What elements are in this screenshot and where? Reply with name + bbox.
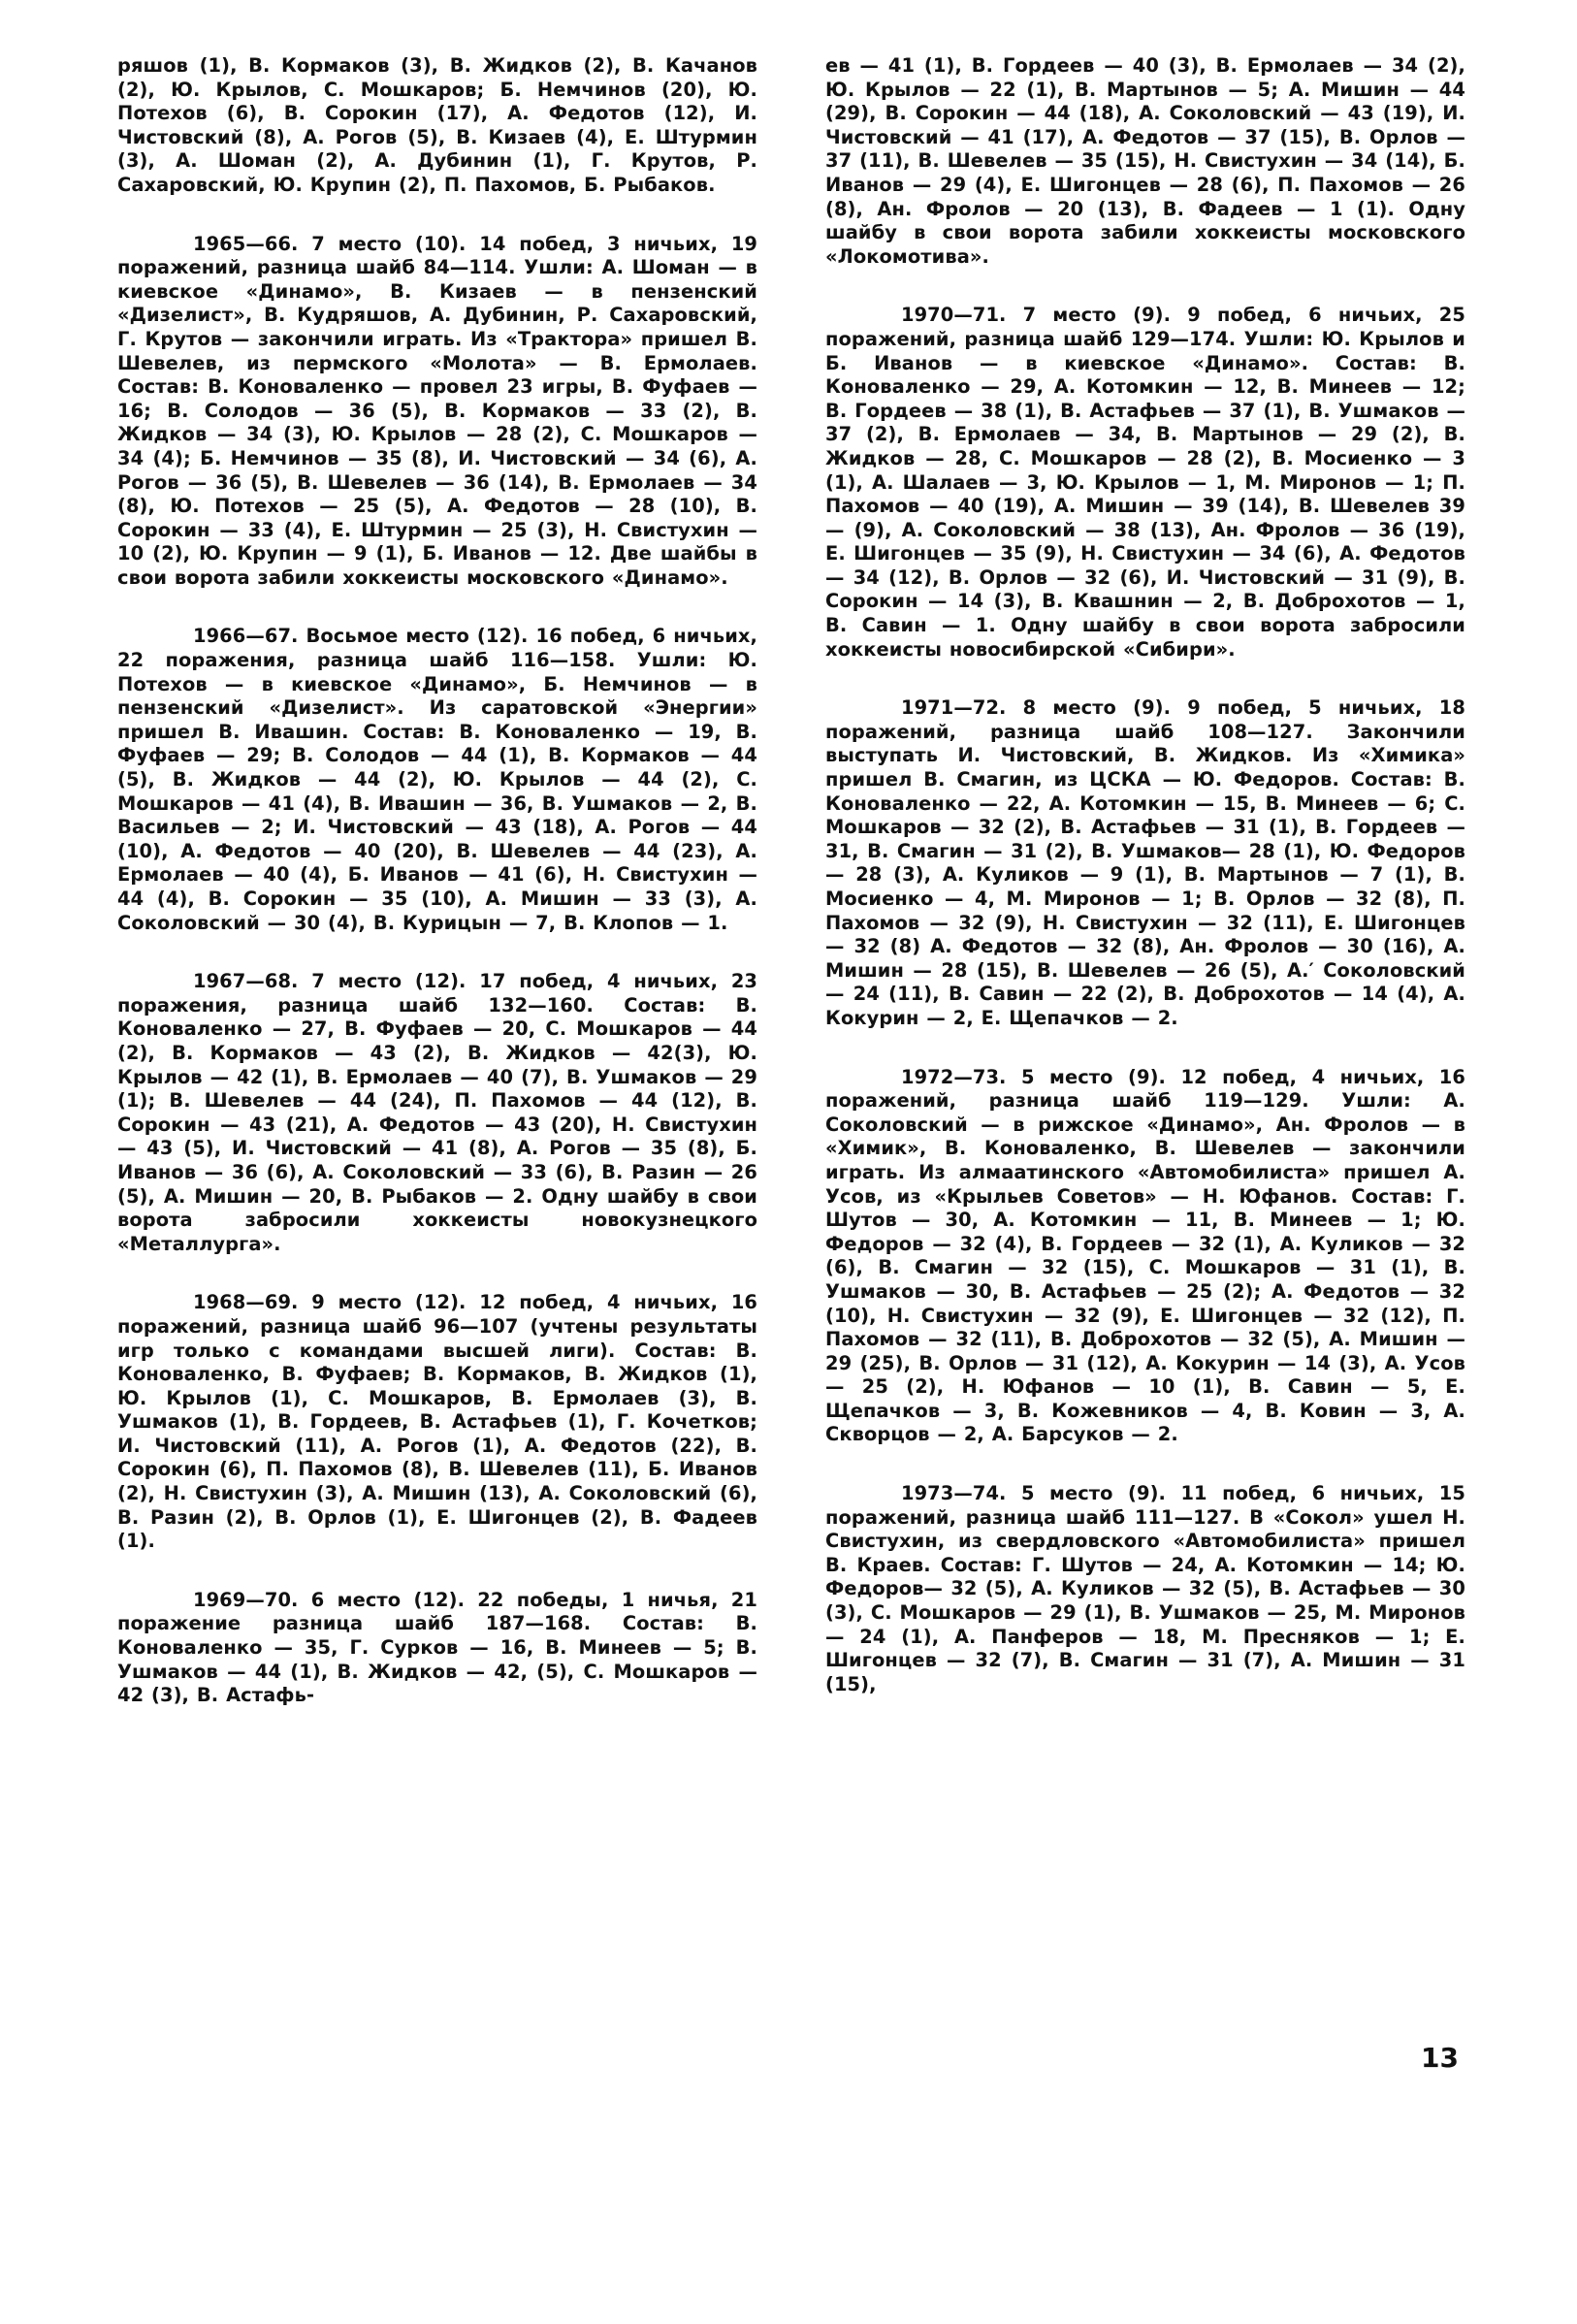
page-number: 13 xyxy=(1421,2042,1459,2074)
paragraph-season-1965-66: 1965—66. 7 место (10). 14 побед, 3 ничьих, 19 поражений, разница шайб 84—114. Ушли: А. Шоман — в киевское «Динамо», В. Кизаев — в пензенский «Дизелист», В. Кудряшов, А. Дубинин, Р. Сахаровский, Г. Крутов — закончили играть. Из «Трактора» пришел В. Шевелев, из пермского «Молота» — В. Ермолаев. Состав: В. Коноваленко — провел 23 игры, В. Фуфаев — 16; В. Солодов — 36 (5), В. Кормаков — 33 (2), В. Жидков — 34 (3), Ю. Крылов — 28 (2), С. Мошкаров — 34 (4); Б. Немчинов — 35 (8), И. Чистовский — 34 (6), А. Рогов — 36 (5), В. Шевелев — 36 (14), В. Ермолаев — 34 (8), Ю. Потехов — 25 (5), А. Федотов — 28 (10), В. Сорокин — 33 (4), Е. Штурмин — 25 (3), Н. Свистухин — 10 (2), Ю. Крупин — 9 (1), Б. Иванов — 12. Две шайбы в свои ворота забили хоккеисты московского «Динамо». xyxy=(117,232,757,589)
paragraph-1965-roster-tail: ряшов (1), В. Кормаков (3), В. Жидков (2), В. Качанов (2), Ю. Крылов, С. Мошкаров; Б. Немчинов (20), Ю. Потехов (6), В. Сорокин (17), А. Федотов (12), И. Чистовский (8), А. Рогов (5), В. Кизаев (4), Е. Штурмин (3), А. Шоман (2), А. Дубинин (1), Г. Крутов, Р. Сахаровский, Ю. Крупин (2), П. Пахомов, Б. Рыбаков. xyxy=(117,54,757,196)
paragraph-season-1969-70: 1969—70. 6 место (12). 22 победы, 1 ничья, 21 поражение разница шайб 187—168. Состав: В. Коноваленко — 35, Г. Сурков — 16, В. Минеев — 5; В. Ушмаков — 44 (1), В. Жидков — 42, (5), С. Мошкаров — 42 (3), В. Астафь- xyxy=(117,1588,757,1707)
paragraph-season-1969-70-continued: ев — 41 (1), В. Гордеев — 40 (3), В. Ермолаев — 34 (2), Ю. Крылов — 22 (1), В. Мартынов — 5; А. Мишин — 44 (29), В. Сорокин — 44 (18), А. Соколовский — 43 (19), И. Чистовский — 41 (17), А. Федотов — 37 (15), В. Орлов — 37 (11), В. Шевелев — 35 (15), Н. Свистухин — 34 (14), Б. Иванов — 29 (4), Е. Шигонцев — 28 (6), П. Пахомов — 26 (8), Ан. Фролов — 20 (13), В. Фадеев — 1 (1). Одну шайбу в свои ворота забили хоккеисты московского «Локомотива». xyxy=(825,54,1465,268)
paragraph-season-1966-67: 1966—67. Восьмое место (12). 16 побед, 6 ничьих, 22 поражения, разница шайб 116—158. Ушли: Ю. Потехов — в киевское «Динамо», Б. Немчинов — в пензенский «Дизелист». Из саратовской «Энергии» пришел В. Ивашин. Состав: В. Коноваленко — 19, В. Фуфаев — 29; В. Солодов — 44 (1), В. Кормаков — 44 (5), В. Жидков — 44 (2), Ю. Крылов — 44 (2), С. Мошкаров — 41 (4), В. Ивашин — 36, В. Ушмаков — 2, В. Васильев — 2; И. Чистовский — 43 (18), А. Рогов — 44 (10), А. Федотов — 40 (20), В. Шевелев — 44 (23), А. Ермолаев — 40 (4), Б. Иванов — 41 (6), Н. Свистухин — 44 (4), В. Сорокин — 35 (10), А. Мишин — 33 (3), А. Соколовский — 30 (4), В. Курицын — 7, В. Клопов — 1. xyxy=(117,625,757,934)
right-column xyxy=(825,54,1465,1731)
paragraph-season-1971-72: 1971—72. 8 место (9). 9 побед, 5 ничьих, 18 поражений, разница шайб 108—127. Закончили выступать И. Чистовский, В. Жидков. Из «Химика» пришел В. Смагин, из ЦСКА — Ю. Федоров. Состав: В. Коноваленко — 22, А. Котомкин — 15, В. Минеев — 6; С. Мошкаров — 32 (2), В. Астафьев — 31 (1), В. Гордеев — 31, В. Смагин — 31 (2), В. Ушмаков— 28 (1), Ю. Федоров — 28 (3), А. Куликов — 9 (1), В. Мартынов — 7 (1), В. Мосиенко — 4, М. Миронов — 1; В. Орлов — 32 (8), П. Пахомов — 32 (9), Н. Свистухин — 32 (11), Е. Шигонцев — 32 (8) А. Федотов — 32 (8), Ан. Фролов — 30 (16), А. Мишин — 28 (15), В. Шевелев — 26 (5), А.′ Соколовский — 24 (11), В. Савин — 22 (2), В. Доброхотов — 14 (4), А. Кокурин — 2, Е. Щепачков — 2. xyxy=(825,696,1465,1029)
paragraph-season-1968-69: 1968—69. 9 место (12). 12 побед, 4 ничьих, 16 поражений, разница шайб 96—107 (учтены результаты игр только с командами высшей лиги). Состав: В. Коноваленко, В. Фуфаев; В. Кормаков, В. Жидков (1), Ю. Крылов (1), С. Мошкаров, В. Ермолаев (3), В. Ушмаков (1), В. Гордеев, В. Астафьев (1), Г. Кочетков; И. Чистовский (11), А. Рогов (1), А. Федотов (22), В. Сорокин (6), П. Пахомов (8), В. Шевелев (11), Б. Иванов (2), Н. Свистухин (3), А. Мишин (13), А. Соколовский (6), В. Разин (2), В. Орлов (1), Е. Шигонцев (2), В. Фадеев (1). xyxy=(117,1291,757,1553)
left-column xyxy=(117,54,757,1743)
paragraph-season-1967-68: 1967—68. 7 место (12). 17 побед, 4 ничьих, 23 поражения, разница шайб 132—160. Состав: В. Коноваленко — 27, В. Фуфаев — 20, С. Мошкаров — 44 (2), В. Кормаков — 43 (2), В. Жидков — 42(3), Ю. Крылов — 42 (1), В. Ермолаев — 40 (7), В. Ушмаков — 29 (1); В. Шевелев — 44 (24), П. Пахомов — 44 (12), В. Сорокин — 43 (21), А. Федотов — 43 (20), Н. Свистухин — 43 (5), И. Чистовский — 41 (8), А. Рогов — 35 (8), Б. Иванов — 36 (6), А. Соколовский — 33 (6), В. Разин — 26 (5), А. Мишин — 20, В. Рыбаков — 2. Одну шайбу в свои ворота забросили хоккеисты новокузнецкого «Металлурга». xyxy=(117,970,757,1255)
paragraph-season-1973-74: 1973—74. 5 место (9). 11 побед, 6 ничьих, 15 поражений, разница шайб 111—127. В «Сокол» ушел Н. Свистухин, из свердловского «Автомобилиста» пришел В. Краев. Состав: Г. Шутов — 24, А. Котомкин — 14; Ю. Федоров— 32 (5), А. Куликов — 32 (5), В. Астафьев — 30 (3), С. Мошкаров — 29 (1), В. Ушмаков — 25, М. Миронов — 24 (1), А. Панферов — 18, М. Пресняков — 1; Е. Шигонцев — 32 (7), В. Смагин — 31 (7), А. Мишин — 31 (15), xyxy=(825,1482,1465,1695)
paragraph-season-1972-73: 1972—73. 5 место (9). 12 побед, 4 ничьих, 16 поражений, разница шайб 119—129. Ушли: А. Соколовский — в рижское «Динамо», Ан. Фролов — в «Химик», В. Коноваленко, В. Шевелев — закончили играть. Из алмаатинского «Автомобилиста» пришел А. Усов, из «Крыльев Советов» — Н. Юфанов. Состав: Г. Шутов — 30, А. Котомкин — 11, В. Минеев — 1; Ю. Федоров — 32 (4), В. Гордеев — 32 (1), А. Куликов — 32 (6), В. Смагин — 32 (15), С. Мошкаров — 31 (1), В. Ушмаков — 30, В. Астафьев — 25 (2); А. Федотов — 32 (10), Н. Свистухин — 32 (9), Е. Шигонцев — 32 (12), П. Пахомов — 32 (11), В. Доброхотов — 32 (5), А. Мишин — 29 (25), В. Орлов — 31 (12), А. Кокурин — 14 (3), А. Усов — 25 (2), Н. Юфанов — 10 (1), В. Савин — 5, Е. Щепачков — 3, В. Кожевников — 4, В. Ковин — 3, А. Скворцов — 2, А. Барсуков — 2. xyxy=(825,1065,1465,1446)
paragraph-season-1970-71: 1970—71. 7 место (9). 9 побед, 6 ничьих, 25 поражений, разница шайб 129—174. Ушли: Ю. Крылов и Б. Иванов — в киевское «Динамо». Состав: В. Коноваленко — 29, А. Котомкин — 12, В. Минеев — 12; В. Гордеев — 38 (1), В. Астафьев — 37 (1), В. Ушмаков — 37 (2), В. Ермолаев — 34, В. Мартынов — 29 (2), В. Жидков — 28, С. Мошкаров — 28 (2), В. Мосиенко — 3 (1), А. Шалаев — 3, Ю. Крылов — 1, М. Миронов — 1; П. Пахомов — 40 (19), А. Мишин — 39 (14), В. Шевелев 39 — (9), А. Соколовский — 38 (13), Ан. Фролов — 36 (19), Е. Шигонцев — 35 (9), Н. Свистухин — 34 (6), А. Федотов — 34 (12), В. Орлов — 32 (6), И. Чистовский — 31 (9), В. Сорокин — 14 (3), В. Квашнин — 2, В. Доброхотов — 1, В. Савин — 1. Одну шайбу в свои ворота забросили хоккеисты новосибирской «Сибири». xyxy=(825,304,1465,661)
